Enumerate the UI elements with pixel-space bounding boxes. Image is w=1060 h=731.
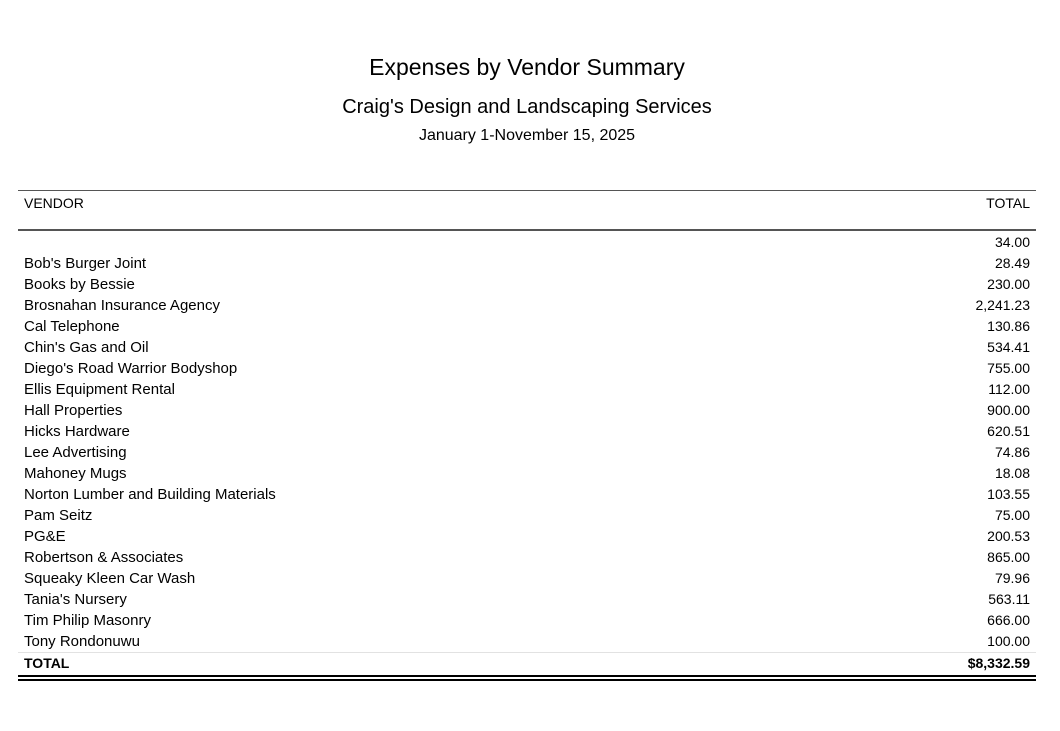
table-row [18,505,1036,526]
table-row [18,589,1036,610]
table-row [18,610,1036,631]
vendor-total[interactable]: 79.96 [994,570,1030,586]
vendor-total[interactable]: 200.53 [987,528,1030,544]
vendor-name[interactable]: Mahoney Mugs [24,465,127,482]
table-row [18,316,1036,337]
table-row [18,379,1036,400]
report-title: Expenses by Vendor Summary [369,54,685,80]
total-column-header[interactable]: TOTAL [986,195,1030,211]
vendor-name[interactable]: Brosnahan Insurance Agency [24,297,220,314]
vendor-total[interactable]: 563.11 [988,591,1030,607]
report-period: January 1-November 15, 2025 [418,127,636,144]
table-row [18,253,1036,274]
table-row [18,631,1036,652]
vendor-total[interactable]: 103.55 [987,486,1030,502]
vendor-total[interactable]: 18.08 [994,465,1030,481]
vendor-total[interactable]: 666.00 [987,612,1030,628]
vendor-name[interactable]: Bob's Burger Joint [24,255,147,272]
vendor-total[interactable]: 900.00 [987,402,1030,418]
table-row [18,232,1036,253]
vendor-total[interactable]: 534.41 [987,339,1030,355]
vendor-total[interactable]: 620.51 [987,423,1030,439]
vendor-name[interactable]: Tim Philip Masonry [24,612,151,629]
table-row [18,547,1036,568]
vendor-name[interactable]: Chin's Gas and Oil [24,339,149,356]
table-row [18,337,1036,358]
vendor-name[interactable]: Squeaky Kleen Car Wash [24,570,196,587]
vendor-name[interactable]: Hall Properties [24,402,123,419]
table-row [18,295,1036,316]
table-row [18,358,1036,379]
vendor-total[interactable]: 755.00 [987,360,1030,376]
vendor-name[interactable]: Hicks Hardware [24,423,130,440]
vendor-total[interactable]: 130.86 [987,318,1030,334]
vendor-total[interactable]: 100.00 [987,633,1030,649]
vendor-name[interactable]: Ellis Equipment Rental [24,381,175,398]
vendor-total[interactable]: 230.00 [987,276,1030,292]
table-header-row [18,190,1036,231]
vendor-total[interactable]: 34.00 [994,234,1030,250]
vendor-name[interactable]: PG&E [24,528,66,545]
vendor-name[interactable]: Lee Advertising [24,444,127,461]
table-row [18,484,1036,505]
table-row [18,400,1036,421]
total-amount[interactable]: $8,332.59 [967,655,1030,671]
vendor-name[interactable]: Tony Rondonuwu [24,633,140,650]
vendor-total[interactable]: 75.00 [994,507,1030,523]
total-label: TOTAL [24,655,70,671]
vendor-total[interactable]: 28.49 [994,255,1030,271]
table-row [18,526,1036,547]
vendor-name[interactable]: Pam Seitz [24,507,93,524]
report-table [18,190,1036,681]
vendor-name[interactable]: Books by Bessie [24,276,135,293]
vendor-name[interactable]: Cal Telephone [24,318,120,335]
table-row [18,568,1036,589]
vendor-name[interactable]: Robertson & Associates [24,549,184,566]
double-underline [18,675,1036,681]
vendor-name[interactable]: Diego's Road Warrior Bodyshop [24,360,238,377]
vendor-name[interactable]: Tania's Nursery [24,591,127,608]
table-row [18,463,1036,484]
vendor-total[interactable]: 865.00 [987,549,1030,565]
table-body [18,231,1036,652]
table-row [18,442,1036,463]
table-row [18,421,1036,442]
table-row [18,274,1036,295]
vendor-name[interactable]: Norton Lumber and Building Materials [24,486,276,503]
vendor-total[interactable]: 74.86 [994,444,1030,460]
vendor-total[interactable]: 2,241.23 [975,297,1030,313]
vendor-total[interactable]: 112.00 [988,381,1030,397]
vendor-column-header[interactable]: VENDOR [24,195,84,211]
total-row [18,652,1036,675]
company-name: Craig's Design and Landscaping Services [342,96,712,118]
